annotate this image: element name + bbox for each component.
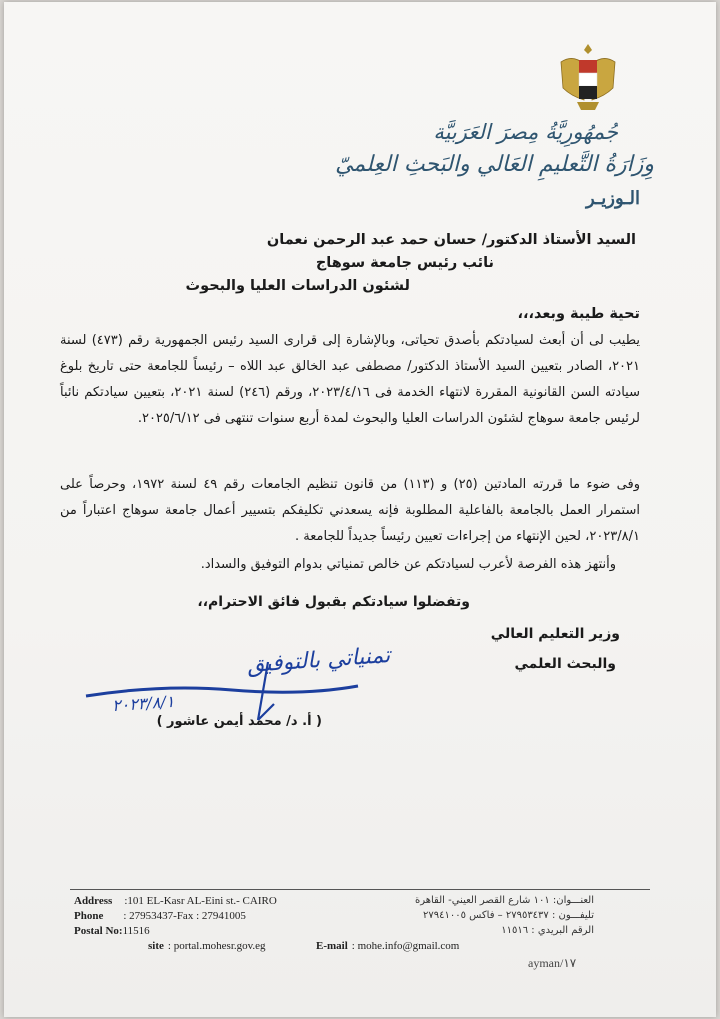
footer-ar-phone: تليفـــون : ٢٧٩٥٣٤٣٧ – فاكس ٢٧٩٤١٠٠٥ <box>422 910 594 921</box>
footer-ar-postal: الرقم البريدي : ١١٥١٦ <box>501 925 594 936</box>
body-paragraph-1: يطيب لى أن أبعث لسيادتكم بأصدق تحياتى، وبالإشارة إلى قرارى السيد رئيس الجمهورية رقم (٤٧٣) لسنة ٢٠٢١، الصادر بتعيين السيد الأستاذ الدكتور/ مصطفى عبد الخالق عبد اللاه – رئيساً للجامعة حتى تاريخ بلوغ سيادته السن القانونية المقررة لانتهاء الخدمة فى ٢٠٢٣/٤/١٦، ورقم (٢٤٦) لسنة ٢٠٢١، بتعيين سيادتكم نائباً لرئيس جامعة سوهاج لشئون الدراسات العليا والبحوث لمدة أربع سنوات تنتهى فى ٢٠٢٥/٦/١٢. <box>60 333 641 426</box>
signature-title-2: والبحث العلمي <box>514 656 616 672</box>
footer-address: Address :101 EL-Kasr AL-Eini st.- CAIRO <box>74 895 277 907</box>
addressee-title: نائب رئيس جامعة سوهاج <box>315 255 494 271</box>
handwritten-date: ٢٠٢٣/٨/١ <box>111 691 175 716</box>
body-paragraph-2: وفى ضوء ما قررته المادتين (٢٥) و (١١٣) من قانون تنظيم الجامعات رقم ٤٩ لسنة ١٩٧٢، وحرصاً على استمرار العمل بالجامعة بالفاعلية المطلوبة فإنه يسعدني تكليفكم بتسيير أعمال جامعة سوهاج اعتباراً من ٢٠٢٣/٨/١، لحين الإنتهاء من إجراءات تعيين رئيساً جديداً للجامعة . <box>60 477 640 544</box>
letterhead-country: جُمهُورِيَّةُ مِصرَ العَرَبيَّة <box>433 120 618 144</box>
handwritten-note: تمنياتي بالتوفيق <box>245 643 391 678</box>
footer-postal: Postal No:11516 <box>74 925 150 937</box>
signature-name: ( أ. د/ محمد أيمن عاشور ) <box>156 714 322 729</box>
addressee-name: السيد الأستاذ الدكتور/ حسان حمد عبد الرحمن نعمان <box>266 232 636 248</box>
closing: وتفضلوا سيادتكم بقبول فائق الاحترام،، <box>197 594 470 610</box>
footer-ar-address: العنـــوان: ١٠١ شارع القصر العيني- القاهرة <box>414 895 594 906</box>
footer-email: E-mail : mohe.info@gmail.com <box>316 940 460 952</box>
footer-phone: Phone : 27953437-Fax : 27941005 <box>74 910 246 922</box>
footer-divider <box>70 889 650 890</box>
letterhead-ministry: وِزَارَةُ التَّعليمِ العَالي والبَحثِ العِلميّ <box>335 152 654 177</box>
footer-site: site : portal.mohesr.gov.eg <box>148 940 266 952</box>
body-paragraph-3: وأنتهز هذه الفرصة لأعرب لسيادتكم عن خالص تمنياتي بدوام التوفيق والسداد. <box>200 557 616 572</box>
egypt-eagle-emblem-icon <box>557 40 619 114</box>
letter-page <box>4 2 716 1017</box>
signature-title-1: وزير التعليم العالي <box>490 626 620 642</box>
footer-ref: ayman/١٧ <box>528 956 577 970</box>
greeting: تحية طيبة وبعد،،، <box>517 306 640 322</box>
letterhead-minister: الـوزيـر <box>586 188 640 209</box>
addressee-dept: لشئون الدراسات العليا والبحوث <box>185 278 410 294</box>
